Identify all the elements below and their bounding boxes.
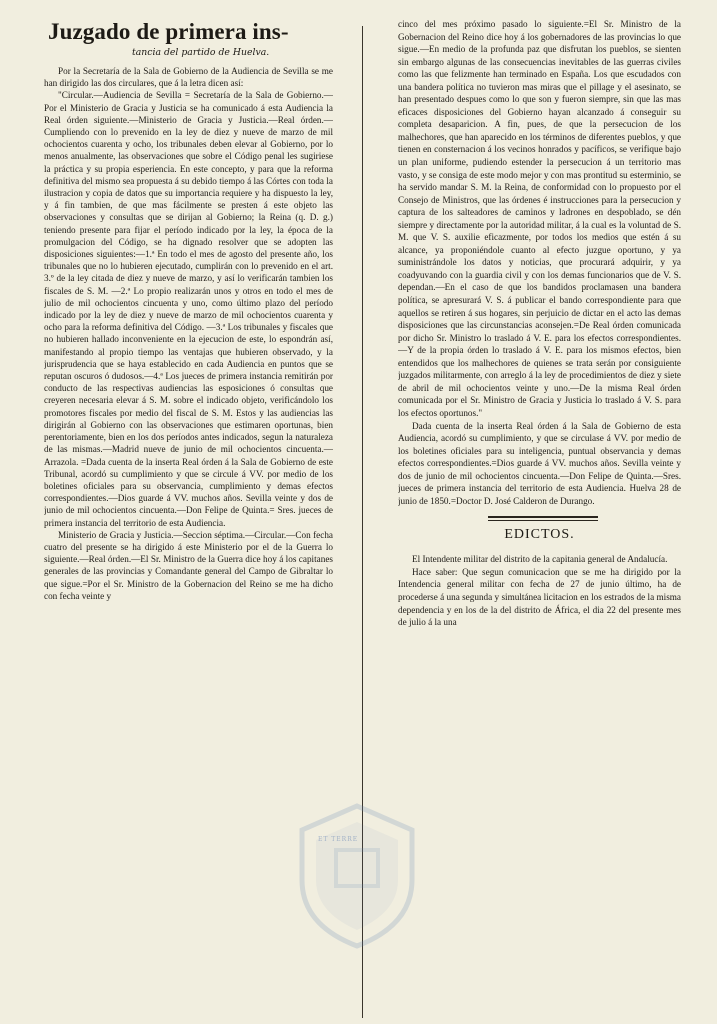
edict-intro: El Intendente militar del distrito de la capitania general de Andalucía.	[412, 554, 668, 565]
circular-paragraph: "Circular.—Audiencia de Sevilla = Secretaría de la Sala de Gobierno.—Por el Ministerio de Gracia y Justicia se ha comunicado á esta Audiencia la Real órden siguiente.—Ministerio de Gracia y Justicia.—Real órden.—Cumpliendo con lo prevenido en la ley de diez y nueve de marzo de mil ochocientos cuarenta y ocho, los tribunales deben elevar al Gobierno, por lo menos anualmente, las observaciones que sobre el Código penal les sugiriese la práctica y su propia esperiencia. En este concepto, y para que la reforma definitiva del mismo sea propuesta á su debido tiempo á las Córtes con toda la ilustracion y copia de datos que su importancia requiere y ha dispuesto la ley, y á fin tambien, de que mas fácilmente se presten á este objeto las observaciones y consultas que se dirijan al Gobierno; la Reina (q. D. g.) teniendo presente para fijar el período indicado por la ley, la época de la promulgacion del Código, se ha dignado resolver que se adopten las disposiciones siguientes:—1.ª En todo el mes de agosto del presente año, los tribunales que no lo hubieren ejecutado, cumplirán con lo prevenido en el art. 3.º de la ley citada de diez y nueve de marzo, y así lo verificarán tambien los fiscales de S. M. —2.ª Lo propio realizarán unos y otros en todo el mes de julio de mil ochocientos cincuenta y uno, como último plazo del período indicado por la ley de diez y nueve de marzo de mil ochocientos cuarenta y ocho para la reforma definitiva del Código. —3.ª Los tribunales y fiscales que no hubieren hallado inconveniente en la ejecucion de este, lo espondrán así, manifestando al propio tiempo las ventajas que hubieren observado, y la jurisprudencia que se haya establecido en cada Audiencia en puntos que se reputan oscuros ó dudosos.—4.ª Los jueces de primera instancia remitirán por conducto de las respectivas audiencias las esposiciones ó consultas que creyeren necesaria elevar á S. M. sobre el indicado objeto, verificándolo los promotores fiscales por medio del fiscal de S. M. Estos y las audiencias las dirigirán al Gobierno con las observaciones que estimaren oportunas, bien perentoriamente, bien en los dos períodos antes indicados, segun la naturaleza de las mismas.—Madrid nueve de junio de mil ochocientos cincuenta.—Arrazola. =Dada cuenta de la inserta Real órden á la Sala de Gobierno de este Tribunal, acordó su cumplimiento y que se circule á VV. por medio de los boletines oficiales para su observancia, cumplimiento y demas efectos correspondientes.—Dios guarde á VV. muchos años. Sevilla veinte y dos de junio de mil ochocientos cincuenta.—Don Felipe de Quinta.= Sres. jueces de primera instancia del territorio de esta Audiencia.	[44, 90, 333, 528]
dada-cuenta-paragraph: Dada cuenta de la inserta Real órden á la Sala de Gobierno de esta Audiencia, acordó su cumplimiento, y que se circulase á VV. por medio de los boletines oficiales para su inteligencia, puntual observancia y demas efectos correspondientes.=Dios guarde á VV. muchos años. Sevilla veinte y dos de junio de mil ochocientos cincuenta.—Don Felipe de Quinta.—Sres. jueces de primera instancia del territorio de esta Audiencia. Huelva 28 de junio de 1850.=Doctor D. José Calderon de Durango.	[398, 420, 681, 506]
section-separator	[488, 516, 598, 521]
ministerio-paragraph: Ministerio de Gracia y Justicia.—Seccion séptima.—Circular.—Con fecha cuatro del presente se ha dirigido á este Ministerio por el de la Guerra lo siguiente.—Real órden.—El Sr. Ministro de la Guerra dice hoy á los capitanes generales de las provincias y Comandante general del Campo de Gibraltar lo que sigue.=Por el Sr. Ministro de la Gobernacion del Reino se me ha dicho con fecha veinte y	[44, 529, 333, 601]
intro-paragraph: Por la Secretaría de la Sala de Gobierno de la Audiencia de Sevilla se me han dirigido las dos circulares, que á la letra dicen así:	[44, 66, 333, 89]
library-seal-watermark-icon	[292, 800, 422, 950]
section-title-juzgado: Juzgado de primera ins-	[48, 19, 289, 44]
edict-body: Hace saber: Que segun comunicacion que se me ha dirigido por la Intendencia general militar con fecha de 27 de junio último, ha de procederse á una segunda y simultánea licitacion en los estrados de la misma dependencia y en los de la del distrito de África, el dia 22 del presente mes de julio á la una	[398, 566, 681, 628]
left-column	[44, 14, 333, 1018]
watermark-label: ET TERRE	[318, 836, 359, 843]
edictos-heading: EDICTOS.	[504, 527, 575, 543]
section-subtitle: tancia del partido de Huelva.	[132, 47, 270, 58]
continued-paragraph: cinco del mes próximo pasado lo siguiente.=El Sr. Ministro de la Gobernacion del Reino dice hoy á los gobernadores de las provincias lo que sigue.—En medio de la profunda paz que disfrutan los pueblos, se sienten sin embargo algunas de las consecuencias inevitables de las guerras civiles como las que felizmente han terminado en España. Los que escudados con una bandera política no tuvieron mas miras que el pillage y el asesinato, se han presentado despues como lo que son y fueron siempre, sin que las mas eficaces disposiciones del Gobierno hayan alcanzado á conseguir su completa desaparicion. A fin, pues, de que la persecucion de los malhechores, que han aparecido en los términos de diferentes pueblos, y que tienen en consternacion á los vecinos honrados y pacíficos, se verifique bajo un plan uniforme, pudiendo estender la persecucion á un territorio mas vasto, y se consiga de este modo mejor y con mas prontitud su esterminio, se ha servido mandar S. M. la Reina, de conformidad con lo propuesto por el Consejo de Ministros, que las órdenes é instrucciones para la persecucion y captura de los salteadores de caminos y ladrones en despoblado, se dén siempre y directamente por la autoridad militar, á la cual es la voluntad de S. M. que V. S. auxilie eficazmente, por todos los medios que estén á su alcance, ya proponiéndole cuanto al efecto juzgue oportuno, y ya suministrándole los datos y noticias, que procurará adquirir, y ya coadyuvando con la guardia civil y con los demas funcionarios que de V. S. dependan.—En el caso de que los bandidos proclamasen una bandera política, se apresurará V. S. á publicar el bando correspondiente para que aquellos se retiren á sus hogares, sin perjuicio de dictar en el acto las demas disposiciones que las circunstancias aconsejen.=De Real órden comunicada por dicho Sr. Ministro lo traslado á V. E. para los efectos correspondientes.—Y de la propia órden lo traslado á V. E. para los mismos efectos, bien entendidos que los malhechores de quienes se trata serán por consiguiente juzgados militarmente, con arreglo á la ley de procedimientos de diez y siete de abril de mil ochocientos veinte y uno.—De la misma Real órden comunicada por el Sr. Ministro de Gracia y Justicia lo traslado á V. S. para los efectos oportunos."	[398, 19, 681, 418]
right-column	[398, 18, 681, 1018]
